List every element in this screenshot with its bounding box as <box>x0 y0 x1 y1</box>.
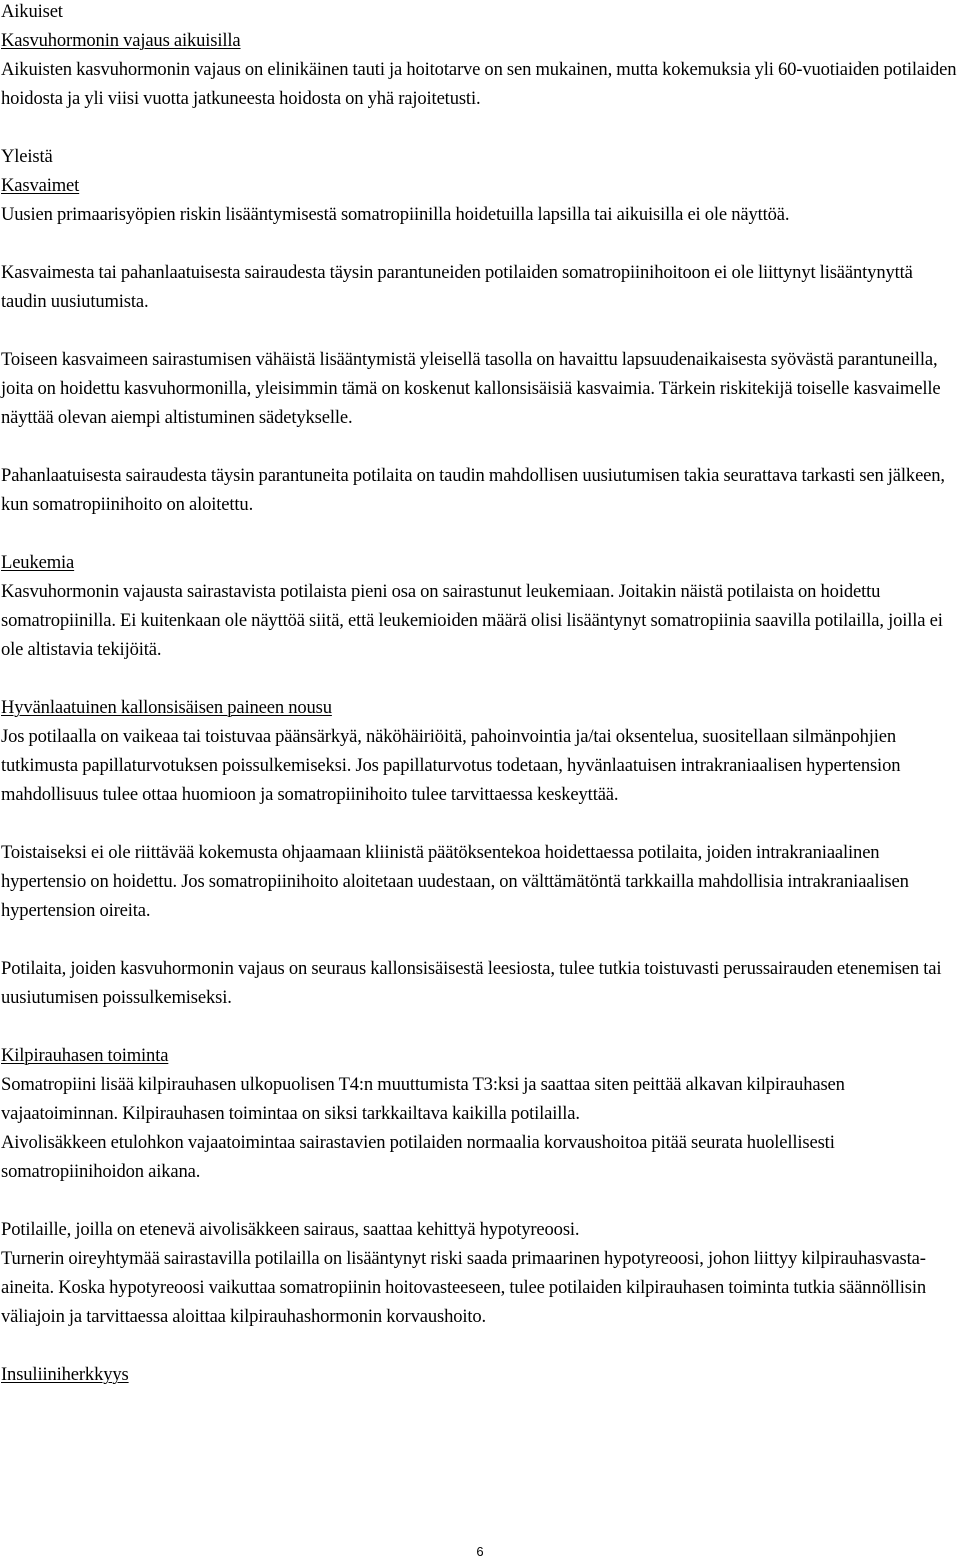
subheading-thyroid: Kilpirauhasen toiminta <box>1 1045 169 1066</box>
spacer <box>1 664 959 693</box>
subheading-tumors: Kasvaimet <box>1 175 80 196</box>
paragraph-ich-1: Jos potilaalla on vaikeaa tai toistuvaa päänsärkyä, näköhäiriöitä, pahoinvointia ja/tai oksentelua, suositellaan silmänpohjien tutkimusta papillaturvotuksen poissulkemiseksi. Jos papillaturvotus todetaan, hyvänlaatuisen intrakraniaalisen hypertension mahdollisuus tulee ottaa huomioon ja somatropiinihoito tulee tarvittaessa keskeyttää. <box>1 726 901 805</box>
subheading-leukemia: Leukemia <box>1 552 75 573</box>
heading-adults: Aikuiset <box>1 1 63 22</box>
document-body <box>1 0 959 1389</box>
paragraph-thyroid-2a: Potilaille, joilla on etenevä aivolisäkkeen sairaus, saattaa kehittyä hypotyreoosi. <box>1 1219 580 1240</box>
spacer <box>1 316 959 345</box>
subheading-intracranial-hypertension: Hyvänlaatuinen kallonsisäisen paineen nousu <box>1 697 332 718</box>
paragraph-thyroid-2b: Turnerin oireyhtymää sairastavilla potilailla on lisääntynyt riski saada primaarinen hypotyreoosi, johon liittyy kilpirauhasvasta-aineita. Koska hypotyreoosi vaikuttaa somatropiinin hoitovasteeseen, tulee potilaiden kilpirauhasen toiminta tutkia säännöllisin väliajoin ja tarvittaessa aloittaa kilpirauhashormonin korvaushoito. <box>1 1248 927 1327</box>
page-number: 6 <box>476 1544 484 1559</box>
spacer <box>1 925 959 954</box>
subheading-gh-deficiency-adults: Kasvuhormonin vajaus aikuisilla <box>1 30 241 51</box>
spacer <box>1 432 959 461</box>
paragraph-leukemia: Kasvuhormonin vajausta sairastavista potilaista pieni osa on sairastunut leukemiaan. Joitakin näistä potilaista on hoidettu somatropiinilla. Ei kuitenkaan ole näyttöä siitä, että leukemioiden määrä olisi lisääntynyt somatropiinia saavilla potilailla, joilla ei ole altistavia tekijöitä. <box>1 581 943 660</box>
paragraph-tumors-2: Kasvaimesta tai pahanlaatuisesta sairaudesta täysin parantuneiden potilaiden somatropiinihoitoon ei ole liittynyt lisääntynyttä taudin uusiutumista. <box>1 262 913 312</box>
paragraph-ich-2: Toistaiseksi ei ole riittävää kokemusta ohjaamaan kliinistä päätöksentekoa hoidettaessa potilaita, joiden intrakraniaalinen hypertensio on hoidettu. Jos somatropiinihoito aloitetaan uudestaan, on välttämätöntä tarkkailla mahdollisia intrakraniaalisen hypertension oireita. <box>1 842 909 921</box>
spacer <box>1 1012 959 1041</box>
spacer <box>1 809 959 838</box>
paragraph-adults: Aikuisten kasvuhormonin vajaus on elinikäinen tauti ja hoitotarve on sen mukainen, mutta kokemuksia yli 60-vuotiaiden potilaiden hoidosta ja yli viisi vuotta jatkuneesta hoidosta on yhä rajoitetusti. <box>1 59 957 109</box>
paragraph-ich-3: Potilaita, joiden kasvuhormonin vajaus on seuraus kallonsisäisestä leesiosta, tulee tutkia toistuvasti perussairauden etenemisen tai uusiutumisen poissulkemiseksi. <box>1 958 942 1008</box>
paragraph-thyroid-1b: Aivolisäkkeen etulohkon vajaatoimintaa sairastavien potilaiden normaalia korvaushoitoa pitää seurata huolellisesti somatropiinihoidon aikana. <box>1 1132 835 1182</box>
paragraph-tumors-4: Pahanlaatuisesta sairaudesta täysin parantuneita potilaita on taudin mahdollisen uusiutumisen takia seurattava tarkasti sen jälkeen, kun somatropiinihoito on aloitettu. <box>1 465 945 515</box>
spacer <box>1 1331 959 1360</box>
spacer <box>1 113 959 142</box>
paragraph-tumors-1: Uusien primaarisyöpien riskin lisääntymisestä somatropiinilla hoidetuilla lapsilla tai aikuisilla ei ole näyttöä. <box>1 204 790 225</box>
spacer <box>1 519 959 548</box>
heading-general: Yleistä <box>1 146 53 167</box>
subheading-insulin-sensitivity: Insuliiniherkkyys <box>1 1364 129 1385</box>
paragraph-thyroid-1a: Somatropiini lisää kilpirauhasen ulkopuolisen T4:n muuttumista T3:ksi ja saattaa siten peittää alkavan kilpirauhasen vajaatoiminnan. Kilpirauhasen toimintaa on siksi tarkkailtava kaikilla potilailla. <box>1 1074 845 1124</box>
spacer <box>1 229 959 258</box>
spacer <box>1 1186 959 1215</box>
paragraph-tumors-3: Toiseen kasvaimeen sairastumisen vähäistä lisääntymistä yleisellä tasolla on havaittu lapsuudenaikaisesta syövästä parantuneilla, joita on hoidettu kasvuhormonilla, yleisimmin tämä on koskenut kallonsisäisiä kasvaimia. Tärkein riskitekijä toiselle kasvaimelle näyttää olevan aiempi altistuminen sädetykselle. <box>1 349 941 428</box>
